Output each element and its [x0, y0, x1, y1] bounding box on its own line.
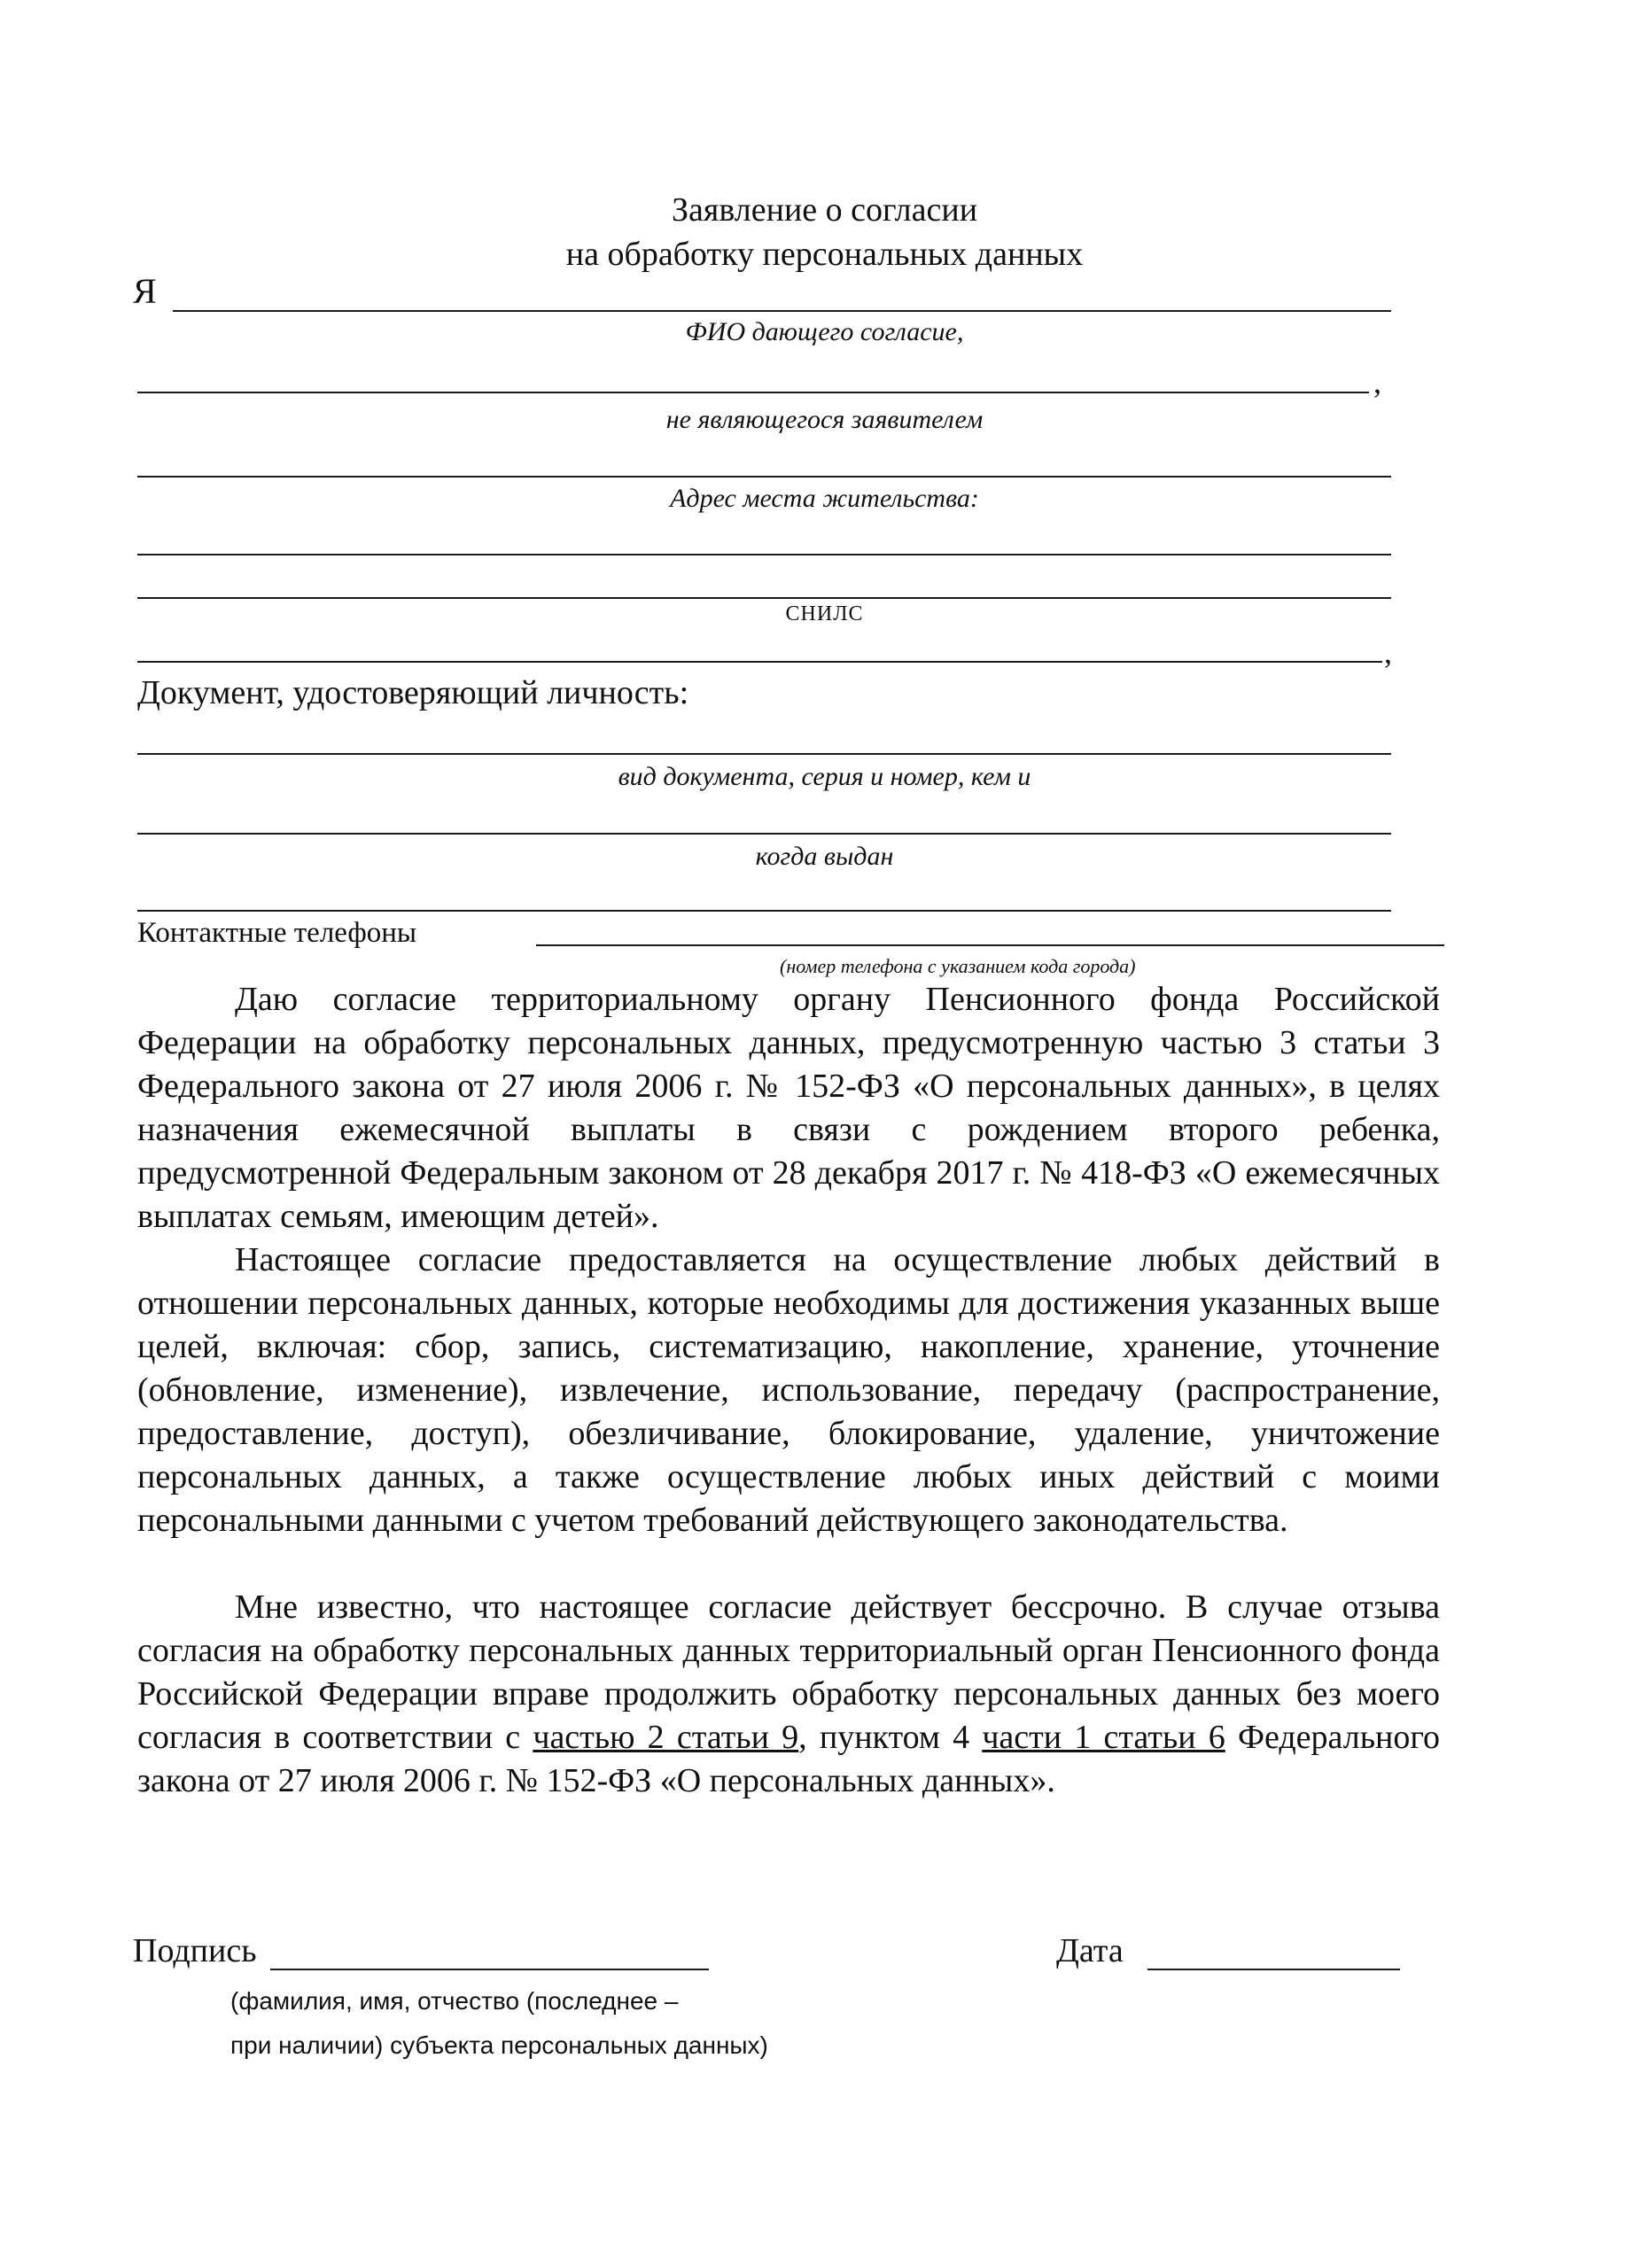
phones-caption: (номер телефона с указанием кода города): [780, 955, 1136, 977]
signature-label: Подпись: [133, 1932, 257, 1969]
address-caption: Адрес места жительства:: [670, 484, 979, 513]
signature-line[interactable]: [270, 1969, 709, 1970]
i-label: Я: [133, 271, 157, 311]
phones-label: Контактные телефоны: [137, 917, 417, 949]
signature-note-line2: при наличии) субъекта персональных данных): [230, 2031, 768, 2059]
non-applicant-caption: не являющегося заявителем: [665, 405, 984, 434]
address-line-1[interactable]: [137, 476, 1391, 478]
snils-caption: СНИЛС: [785, 602, 864, 625]
consent-paragraph-1: Даю согласие территориальному органу Пенсионного фонда Российской Федерации на обработку персональных данных, предусмотренную частью 3 статьи 3 Федерального закона от 27 июля 2006 г. № 152-ФЗ «О персональных данных», в целях назначения ежемесячной выплаты в связи с рождением второго ребенка, предусмотренной Федеральным законом от 28 декабря 2017 г. № 418-ФЗ «О ежемесячных выплатах семьям, имеющим детей».: [137, 981, 1440, 1235]
fio-caption: ФИО дающего согласие,: [685, 317, 964, 346]
address-line-2[interactable]: [137, 554, 1391, 555]
id-document-line-2[interactable]: [137, 833, 1391, 835]
date-label: Дата: [1056, 1932, 1124, 1969]
comma-2: ,: [1384, 634, 1392, 670]
id-document-line-1[interactable]: [137, 753, 1391, 755]
consent-paragraph-3: [137, 1586, 1440, 1803]
doc-caption-1: вид документа, серия и номер, кем и: [618, 762, 1031, 791]
snils-line[interactable]: [137, 597, 1391, 599]
fio-line-2[interactable]: [137, 392, 1369, 393]
document-title-line1: Заявление о согласии: [671, 191, 978, 229]
snils-line-2[interactable]: [137, 661, 1382, 663]
consent-paragraph-2: Настоящее согласие предоставляется на осуществление любых действий в отношении персональных данных, которые необходимы для достижения указанных выше целей, включая: сбор, запись, систематизацию, накопление, хранение, уточнение (обновление, изменение), извлечение, использование, передачу (распространение, предоставление, доступ), обезличивание, блокирование, удаление, уничтожение персональных данных, а также осуществление любых иных действий с моими персональными данными с учетом требований действующего законодательства.: [137, 1241, 1440, 1539]
comma-1: ,: [1373, 364, 1381, 400]
id-document-line-3[interactable]: [137, 910, 1391, 912]
phones-line[interactable]: [536, 944, 1444, 946]
doc-caption-2: когда выдан: [755, 842, 894, 871]
p3-text-a: Мне известно, что настоящее согласие действует бессрочно. В случае отзыва согласия на обработку персональных данных территориальный орган Пенсионного фонда Российской Федерации вправе продолжить обработку персональных данных без моего согласия в соответствии с: [137, 1588, 1440, 1756]
law-reference-link-2[interactable]: части 1 статьи 6: [982, 1719, 1225, 1756]
fio-line[interactable]: [173, 310, 1391, 312]
signature-note-line1: (фамилия, имя, отчество (последнее –: [230, 1987, 679, 2015]
p3-text-c: Федерального закона от 27 июля 2006 г. № 152-ФЗ «О персональных данных».: [137, 1719, 1441, 1799]
p3-text-b: , пунктом 4: [798, 1719, 983, 1756]
document-title-line2: на обработку персональных данных: [565, 236, 1084, 273]
law-reference-link-1[interactable]: частью 2 статьи 9: [533, 1719, 799, 1756]
id-document-label: Документ, удостоверяющий личность:: [137, 674, 689, 711]
date-line[interactable]: [1147, 1969, 1400, 1970]
